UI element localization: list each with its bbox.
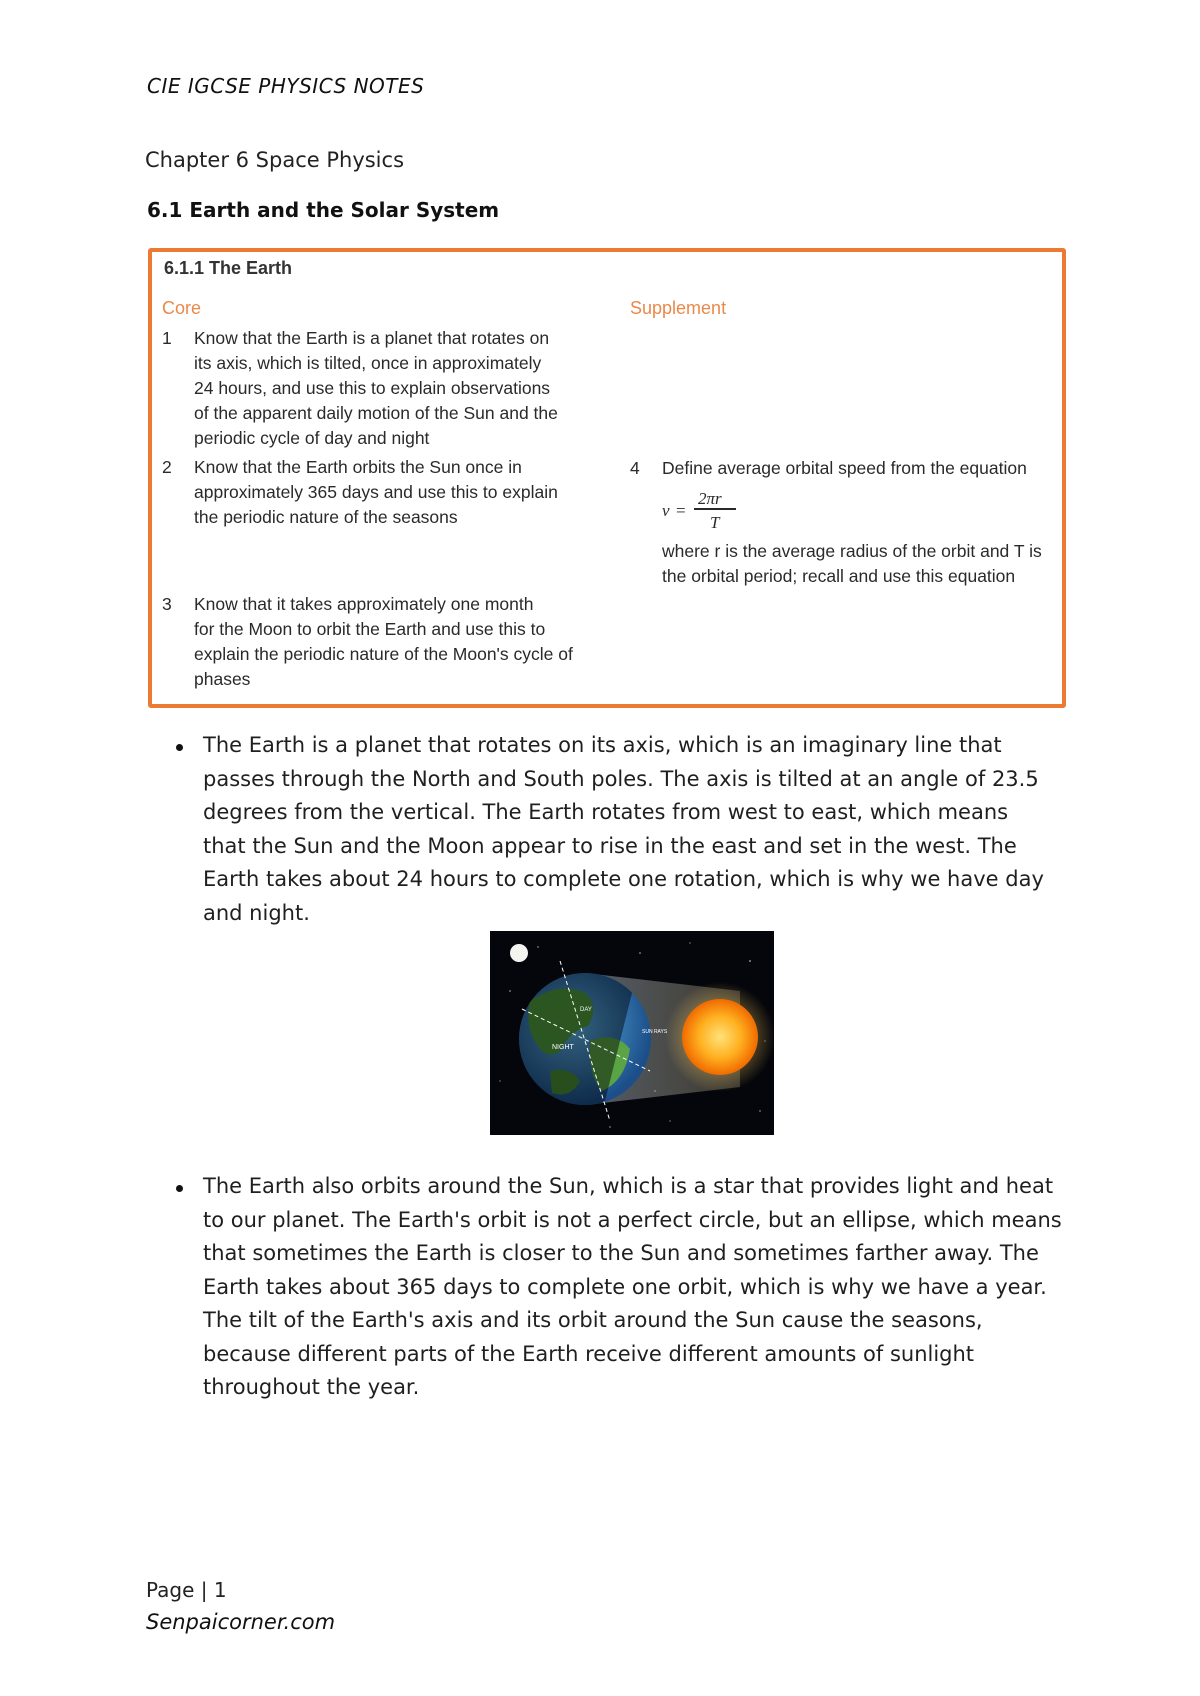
syllabus-heading: 6.1.1 The Earth [164,258,293,278]
day-label: DAY [580,1007,592,1013]
objective-line: Know that it takes approximately one month [194,594,534,614]
bullet-icon [176,1185,183,1192]
objective-line: phases [194,669,251,689]
bullet-paragraph-earth-orbit [203,1170,1062,1405]
formula-lhs: v [662,501,670,520]
formula-numerator: 2πr [698,489,722,508]
sun-icon [682,999,758,1075]
objective-line: Know that the Earth is a planet that rotates on [194,328,550,348]
paragraph-line: because different parts of the Earth receive different amounts of sunlight [203,1341,975,1366]
paragraph-line: passes through the North and South poles. The axis is tilted at an angle of 23.5 [203,766,1039,791]
section-title: 6.1 Earth and the Solar System [147,198,500,222]
formula-equals: = [676,501,686,520]
formula-denominator: T [710,513,720,532]
earth-sun-day-night-illustration [490,931,774,1135]
paragraph-line: Earth takes about 365 days to complete one orbit, which is why we have a year. [203,1274,1047,1299]
paragraph-line: to our planet. The Earth's orbit is not a perfect circle, but an ellipse, which means [203,1207,1062,1232]
objective-number: 1 [162,328,172,348]
moon-icon [510,944,528,962]
paragraph-line: throughout the year. [203,1375,420,1399]
objective-line: of the apparent daily motion of the Sun and the [194,403,558,423]
paragraph-line: The Earth is a planet that rotates on its axis, which is an imaginary line that [203,733,1002,757]
bullet-paragraph-earth-rotation [203,729,1044,930]
night-label: NIGHT [552,1044,574,1051]
paragraph-line: that the Sun and the Moon appear to rise in the east and set in the west. The [203,833,1017,858]
paragraph-line: and night. [203,900,310,925]
objective-line: Know that the Earth orbits the Sun once in [194,457,522,477]
objective-line: periodic cycle of day and night [194,428,430,448]
paragraph-line: Earth takes about 24 hours to complete one rotation, which is why we have day [203,867,1044,891]
objective-number: 3 [162,594,172,614]
paragraph-line: degrees from the vertical. The Earth rotates from west to east, which means [203,800,1009,824]
objective-number: 2 [162,457,172,477]
objective-line: the orbital period; recall and use this equation [662,566,1016,586]
chapter-title: Chapter 6 Space Physics [145,148,405,172]
document-header-title: CIE IGCSE PHYSICS NOTES [147,74,425,98]
syllabus-objectives-box [148,248,1066,708]
supplement-column-label: Supplement [630,298,727,318]
site-link[interactable]: Senpaicorner.com [146,1610,336,1634]
page-number: Page | 1 [146,1578,227,1602]
core-column-label: Core [162,298,202,318]
objective-line: explain the periodic nature of the Moon's cycle of [194,644,573,664]
objective-text [194,326,558,451]
paragraph-line: The tilt of the Earth's axis and its orbit around the Sun cause the seasons, [203,1308,983,1332]
objective-number: 4 [630,458,640,478]
objective-line: Define average orbital speed from the equation [662,458,1027,478]
bullet-icon [176,744,183,751]
paragraph-line: The Earth also orbits around the Sun, which is a star that provides light and heat [203,1174,1054,1198]
objective-text [194,592,573,692]
orbital-speed-formula [662,486,782,532]
objective-text [194,455,558,530]
objective-line: the periodic nature of the seasons [194,507,458,527]
objective-line: 24 hours, and use this to explain observations [194,378,551,398]
objective-line: approximately 365 days and use this to explain [194,482,558,502]
paragraph-line: that sometimes the Earth is closer to the Sun and sometimes farther away. The [203,1241,1039,1265]
objective-line: where r is the average radius of the orbit and T is [662,541,1042,561]
objective-line: its axis, which is tilted, once in approximately [194,353,542,373]
sun-rays-label: SUN RAYS [642,1029,668,1035]
objective-line: for the Moon to orbit the Earth and use this to [194,619,546,639]
